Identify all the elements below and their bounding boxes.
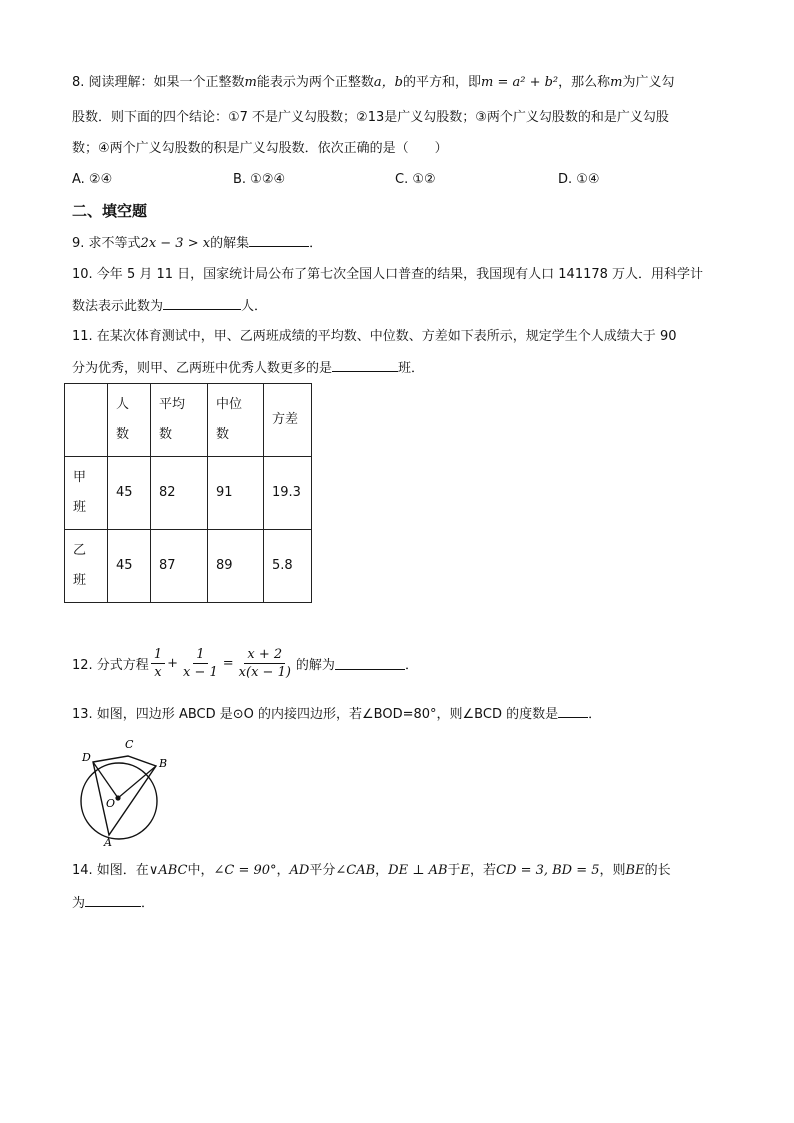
- q8-option-a: A. ②④: [72, 172, 113, 187]
- table-cell: 乙 班: [65, 530, 108, 603]
- q8-line1: 8. 阅读理解：如果一个正整数m能表示为两个正整数a，b的平方和，即m = a² + b²，那么称m为广义勾: [72, 75, 675, 90]
- label-b: B: [159, 757, 168, 770]
- q8-line2: 股数．则下面的四个结论：①7 不是广义勾股数；②13是广义勾股数；③两个广义勾股数的和是广义勾股: [72, 110, 669, 125]
- answer-blank: [249, 234, 309, 247]
- q11-line2: 分为优秀，则甲、乙两班中优秀人数更多的是 班．: [72, 361, 425, 376]
- table-row: [65, 457, 312, 530]
- table-cell: 方差: [264, 384, 312, 457]
- answer-blank: [335, 657, 405, 670]
- q10-line2: 数法表示此数为 人．: [72, 299, 268, 314]
- q8-option-d: D. ①④: [558, 172, 600, 187]
- q11-line1: 11. 在某次体育测试中，甲、乙两班成绩的平均数、中位数、方差如下表所示，规定学生个人成绩大于 90: [72, 329, 677, 344]
- table-cell: 87: [151, 530, 208, 603]
- answer-blank: [163, 297, 241, 310]
- label-a: A: [104, 836, 112, 848]
- table-cell: 甲 班: [65, 457, 108, 530]
- q14-line2: 为 ．: [72, 896, 155, 911]
- table-cell: 91: [208, 457, 264, 530]
- table-cell: 45: [108, 530, 151, 603]
- section-title: 二、填空题: [72, 202, 148, 220]
- table-cell: 45: [108, 457, 151, 530]
- table-cell: 5.8: [264, 530, 312, 603]
- table-header-row: [65, 384, 312, 457]
- fraction: $\frac{1}{x}$: [151, 646, 165, 681]
- table-cell: 平均 数: [151, 384, 208, 457]
- q9: 9. 求不等式2x − 3 > x的解集 ．: [72, 236, 323, 251]
- table-row: [65, 530, 312, 603]
- q13-circle-figure: [72, 736, 176, 848]
- q14-line1: 14. 如图．在∨ABC中，∠C = 90°，AD平分∠CAB，DE ⊥ AB于E，若CD = 3, BD = 5，则BE的长: [72, 863, 671, 878]
- table-cell: 中位 数: [208, 384, 264, 457]
- fraction: $\frac{x + 2}{x(x - 1)}$: [238, 647, 291, 680]
- answer-blank: [558, 705, 588, 718]
- q11-stats-table: [64, 383, 312, 603]
- answer-blank: [332, 359, 398, 372]
- q8-option-c: C. ①②: [395, 172, 436, 187]
- table-cell: 人 数: [108, 384, 151, 457]
- center-point-o: [115, 795, 120, 800]
- table-cell: 82: [151, 457, 208, 530]
- q12: 12. 分式方程 $\frac{1}{x}$ + $\frac{1}{x - 1}$ = $\frac{x + 2}{x(x - 1)}$ 的解为 ．: [72, 647, 418, 680]
- label-o: O: [106, 797, 116, 810]
- q8-option-b: B. ①②④: [233, 172, 286, 187]
- label-d: D: [82, 751, 91, 764]
- q10-line1: 10. 今年 5 月 11 日，国家统计局公布了第七次全国人口普查的结果，我国现有人口 141178 万人．用科学计: [72, 267, 704, 282]
- quadrilateral-abcd: [93, 756, 156, 835]
- answer-blank: [85, 894, 141, 907]
- table-cell: 19.3: [264, 457, 312, 530]
- q8-line3: 数；④两个广义勾股数的积是广义勾股数．依次正确的是（ ）: [72, 141, 448, 156]
- label-c: C: [125, 738, 134, 751]
- table-cell: 89: [208, 530, 264, 603]
- q13: 13. 如图，四边形 ABCD 是⊙O 的内接四边形，若∠BOD=80°，则∠BCD 的度数是 ．: [72, 707, 602, 722]
- table-cell: [65, 384, 108, 457]
- fraction: $\frac{1}{x - 1}$: [183, 647, 218, 680]
